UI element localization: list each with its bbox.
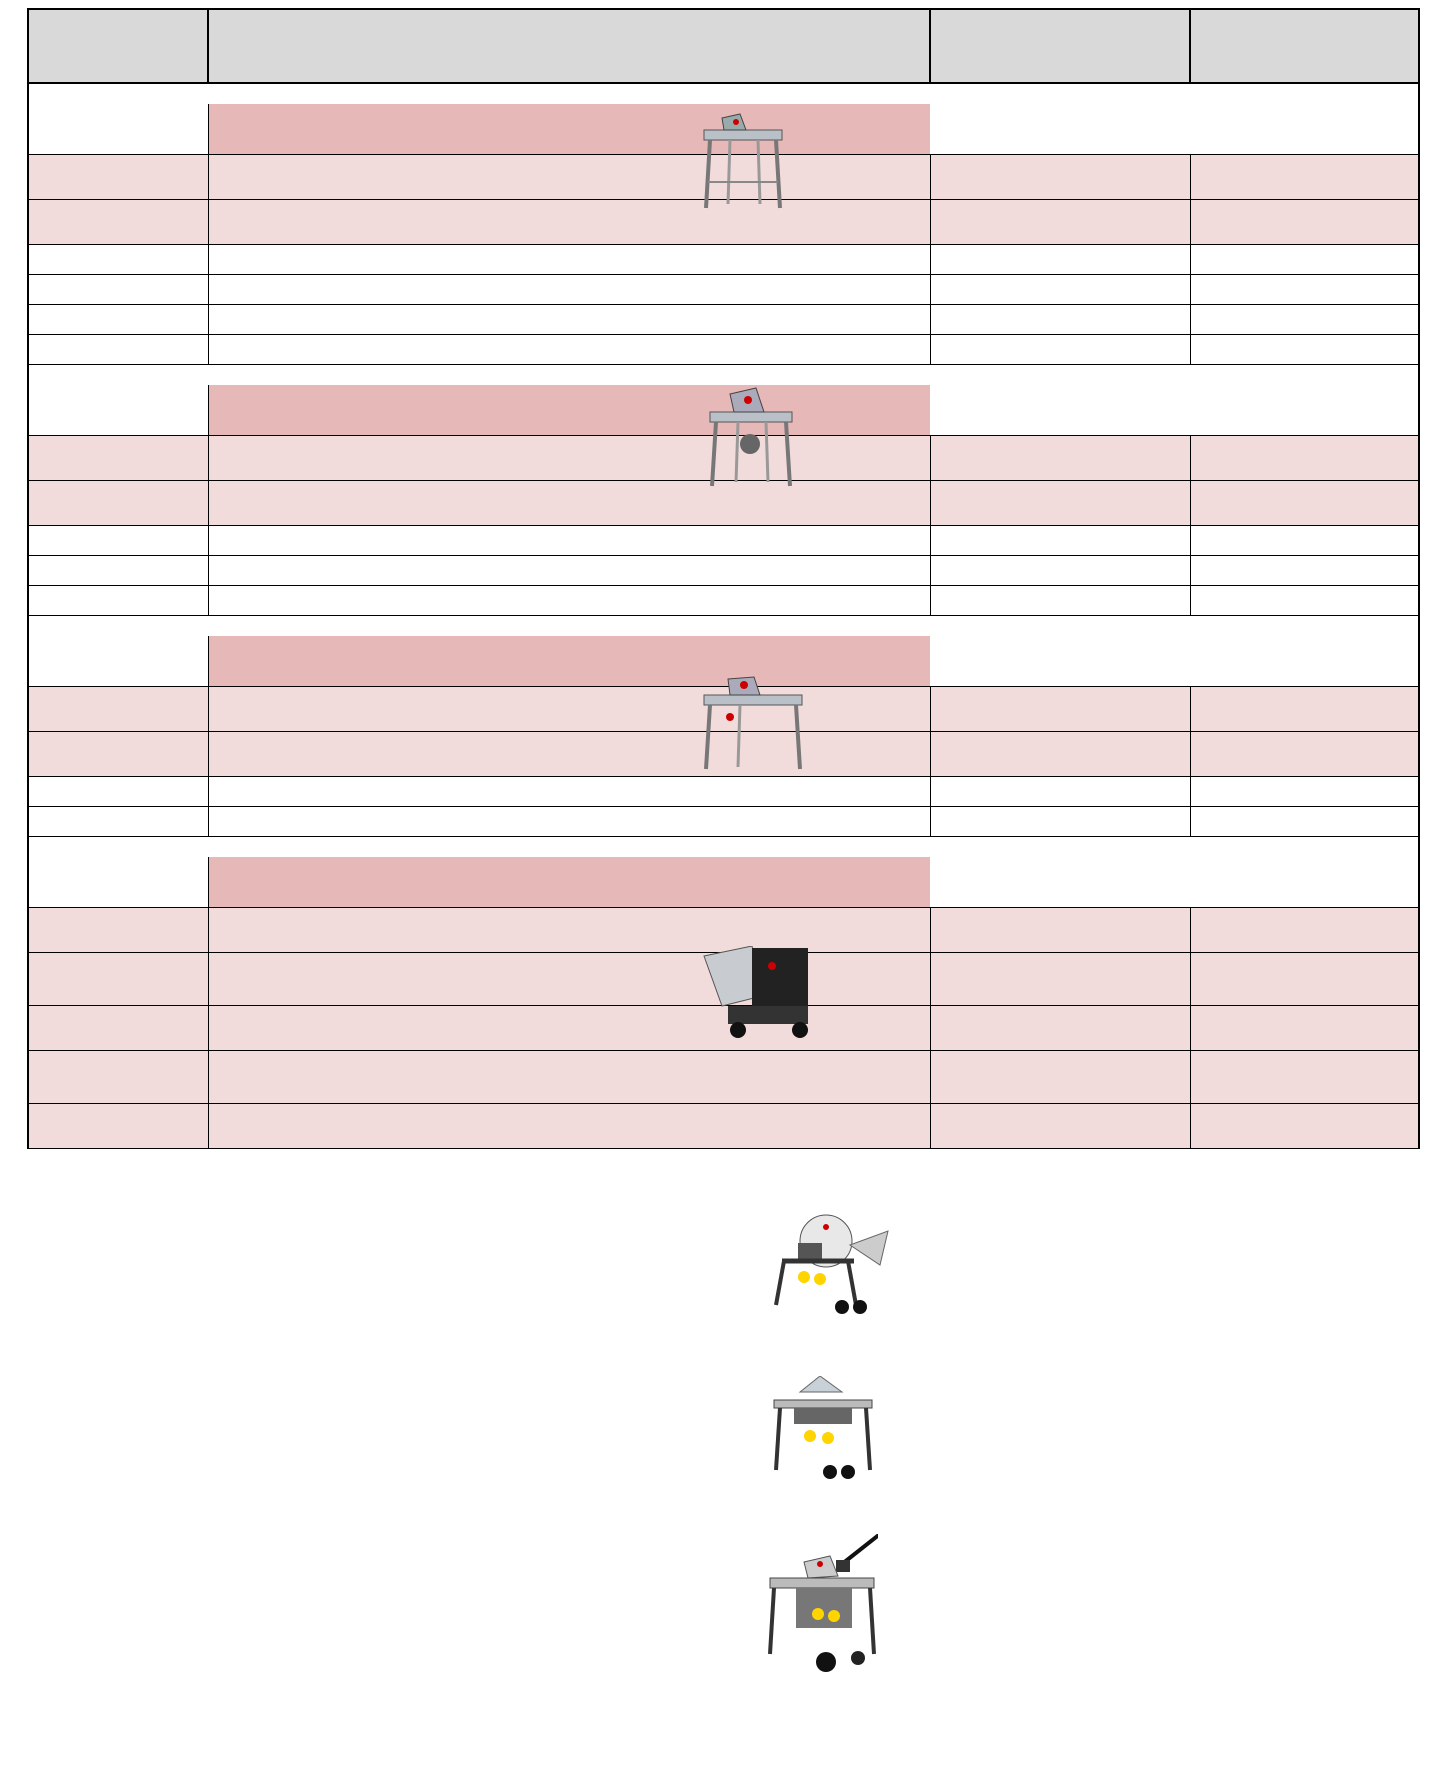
product-description <box>208 436 930 481</box>
spacer-cell <box>930 837 1190 858</box>
product-row <box>28 1104 1419 1149</box>
category-spacer <box>1190 104 1419 155</box>
col-header-bezeichnung <box>208 9 930 83</box>
price <box>930 335 1190 365</box>
spacer-row <box>28 365 1419 386</box>
article-number <box>28 908 208 953</box>
price <box>930 732 1190 777</box>
category-row <box>28 385 1419 436</box>
col-header-ean <box>1190 9 1419 83</box>
article-number <box>28 586 208 616</box>
price <box>930 481 1190 526</box>
price <box>930 155 1190 200</box>
article-number <box>28 200 208 245</box>
ean-code <box>1190 200 1419 245</box>
article-number <box>28 481 208 526</box>
product-description <box>208 777 930 807</box>
category-row <box>28 104 1419 155</box>
ean-code <box>1190 305 1419 335</box>
category-spacer <box>1190 385 1419 436</box>
accessory-row <box>28 556 1419 586</box>
category-spacer <box>930 385 1190 436</box>
ean-code <box>1190 481 1419 526</box>
accessory-row <box>28 245 1419 275</box>
col-header-art-nr <box>28 9 208 83</box>
ean-code <box>1190 807 1419 837</box>
article-number <box>28 275 208 305</box>
category-title <box>208 385 930 436</box>
product-description <box>208 586 930 616</box>
article-number <box>28 436 208 481</box>
category-spacer <box>930 104 1190 155</box>
article-number <box>28 807 208 837</box>
product-description <box>208 1051 930 1104</box>
product-description <box>208 687 930 732</box>
category-spacer <box>1190 857 1419 908</box>
category-spacer <box>28 385 208 436</box>
ean-code <box>1190 1051 1419 1104</box>
product-row <box>28 155 1419 200</box>
product-row <box>28 481 1419 526</box>
spacer-cell <box>930 616 1190 637</box>
spacer-cell <box>28 616 208 637</box>
rocking-table-saw-image <box>770 1376 876 1480</box>
spacer-row <box>28 616 1419 637</box>
product-row <box>28 200 1419 245</box>
spacer-cell <box>28 83 208 104</box>
category-row <box>28 857 1419 908</box>
accessory-row <box>28 335 1419 365</box>
ean-code <box>1190 335 1419 365</box>
category-spacer <box>930 857 1190 908</box>
product-description <box>208 908 930 953</box>
ean-code <box>1190 245 1419 275</box>
price <box>930 1051 1190 1104</box>
col-header-price <box>930 9 1190 83</box>
spacer-cell <box>1190 616 1419 637</box>
category-spacer <box>28 857 208 908</box>
product-row <box>28 953 1419 1006</box>
spacer-cell <box>28 837 208 858</box>
category-spacer <box>930 636 1190 687</box>
article-number <box>28 556 208 586</box>
product-description <box>208 275 930 305</box>
product-description <box>208 526 930 556</box>
price <box>930 777 1190 807</box>
price <box>930 908 1190 953</box>
price <box>930 1006 1190 1051</box>
ean-code <box>1190 1006 1419 1051</box>
ean-code <box>1190 953 1419 1006</box>
product-description <box>208 1006 930 1051</box>
accessory-row <box>28 305 1419 335</box>
spacer-cell <box>28 365 208 386</box>
category-row <box>28 636 1419 687</box>
ean-code <box>1190 777 1419 807</box>
ean-code <box>1190 526 1419 556</box>
spacer-cell <box>208 365 930 386</box>
price <box>930 526 1190 556</box>
product-description <box>208 335 930 365</box>
price-list <box>27 8 1418 1149</box>
ean-code <box>1190 155 1419 200</box>
accessory-row <box>28 526 1419 556</box>
spacer-cell <box>1190 837 1419 858</box>
accessory-row <box>28 777 1419 807</box>
accessory-row <box>28 275 1419 305</box>
spacer-cell <box>208 83 930 104</box>
product-row <box>28 687 1419 732</box>
price <box>930 807 1190 837</box>
product-description <box>208 1104 930 1149</box>
product-description <box>208 807 930 837</box>
category-title <box>208 857 930 908</box>
ean-code <box>1190 586 1419 616</box>
article-number <box>28 1051 208 1104</box>
roll-table-saw-image <box>768 1534 878 1676</box>
article-number <box>28 305 208 335</box>
spacer-cell <box>1190 365 1419 386</box>
category-spacer <box>1190 636 1419 687</box>
article-number <box>28 732 208 777</box>
product-description <box>208 305 930 335</box>
article-number <box>28 1104 208 1149</box>
accessory-row <box>28 807 1419 837</box>
price <box>930 275 1190 305</box>
article-number <box>28 245 208 275</box>
product-row <box>28 1051 1419 1104</box>
product-description <box>208 200 930 245</box>
category-title <box>208 104 930 155</box>
price <box>930 1104 1190 1149</box>
article-number <box>28 777 208 807</box>
ean-code <box>1190 556 1419 586</box>
article-number <box>28 687 208 732</box>
ean-code <box>1190 732 1419 777</box>
table-body <box>28 83 1419 1149</box>
product-description <box>208 556 930 586</box>
spacer-cell <box>208 837 930 858</box>
category-title <box>208 636 930 687</box>
price <box>930 305 1190 335</box>
price <box>930 953 1190 1006</box>
product-row <box>28 908 1419 953</box>
category-spacer <box>28 104 208 155</box>
article-number <box>28 1006 208 1051</box>
spacer-cell <box>930 365 1190 386</box>
ean-code <box>1190 275 1419 305</box>
spacer-cell <box>930 83 1190 104</box>
price <box>930 200 1190 245</box>
spacer-row <box>28 83 1419 104</box>
price-table <box>27 8 1420 1149</box>
ean-code <box>1190 908 1419 953</box>
product-description <box>208 155 930 200</box>
product-description <box>208 245 930 275</box>
article-number <box>28 155 208 200</box>
product-row <box>28 732 1419 777</box>
rocking-saw-image <box>774 1213 892 1315</box>
ean-code <box>1190 1104 1419 1149</box>
product-description <box>208 953 930 1006</box>
spacer-row <box>28 837 1419 858</box>
product-row <box>28 1006 1419 1051</box>
product-row <box>28 436 1419 481</box>
article-number <box>28 335 208 365</box>
table-header <box>28 9 1419 83</box>
spacer-cell <box>208 616 930 637</box>
price <box>930 556 1190 586</box>
price <box>930 687 1190 732</box>
category-spacer <box>28 636 208 687</box>
article-number <box>28 953 208 1006</box>
product-description <box>208 481 930 526</box>
ean-code <box>1190 687 1419 732</box>
accessory-row <box>28 586 1419 616</box>
price <box>930 436 1190 481</box>
ean-code <box>1190 436 1419 481</box>
price <box>930 586 1190 616</box>
product-description <box>208 732 930 777</box>
article-number <box>28 526 208 556</box>
spacer-cell <box>1190 83 1419 104</box>
price <box>930 245 1190 275</box>
